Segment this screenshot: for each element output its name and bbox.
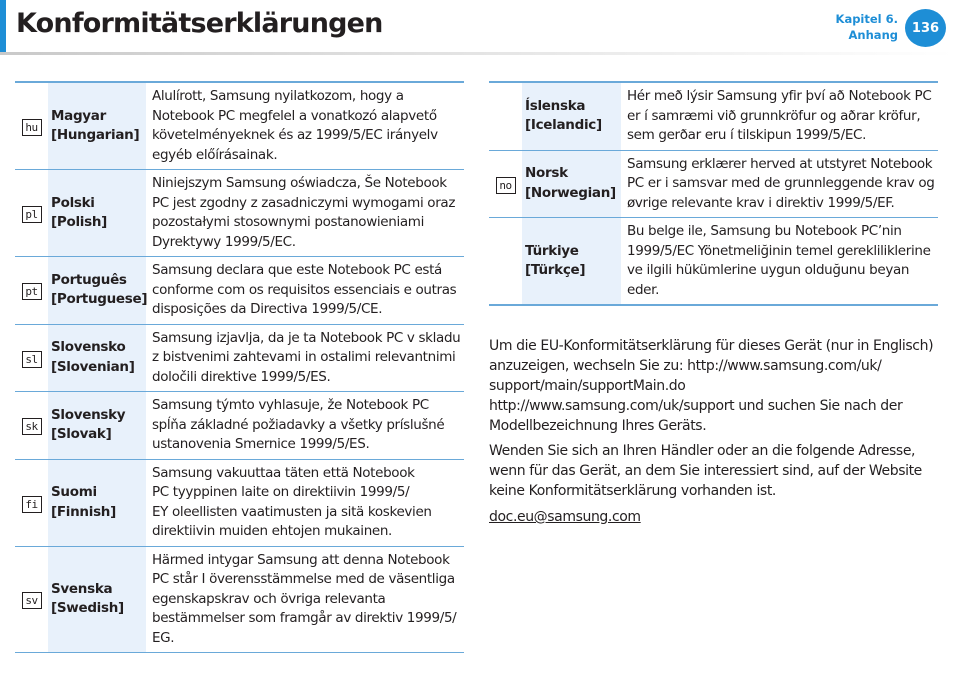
language-name-english: [Norwegian] xyxy=(525,184,616,201)
declaration-line: Samsung týmto vyhlasuje, že Notebook PC xyxy=(152,397,429,413)
declaration-line: ustanovenia Smernice 1999/5/ES. xyxy=(152,436,370,452)
language-code-cell xyxy=(15,459,48,546)
language-name: Íslenska xyxy=(525,97,586,114)
language-code-icon: pt xyxy=(22,283,42,300)
declaration-line: er í samræmi við grunnkröfur og aðrar kröfur, xyxy=(627,107,921,124)
declaration-line: določili direktive 1999/5/ES. xyxy=(152,368,331,385)
paragraph-line: anzuzeigen, wechseln Sie zu: http://www.samsung.com/uk/ xyxy=(489,358,882,374)
language-name-cell xyxy=(48,82,146,170)
language-code-cell xyxy=(15,257,48,325)
chapter-number: Kapitel 6. xyxy=(835,12,898,26)
language-name-cell xyxy=(522,218,621,306)
language-name: Türkiye xyxy=(525,242,579,259)
declaration-text xyxy=(146,392,464,460)
declaration-line: PC står I överensstämmelse med de väsentliga xyxy=(152,571,455,587)
declaration-line: conforme com os requisitos essenciais e outras xyxy=(152,281,457,298)
language-name-cell xyxy=(48,324,146,392)
declaration-line: PC er i samsvar med de grunnleggende krav og xyxy=(627,175,935,191)
language-row-türkçe xyxy=(489,218,938,306)
declaration-line: Dyrektywy 1999/5/EC. xyxy=(152,233,296,250)
language-name-english: [Slovenian] xyxy=(51,358,135,375)
language-name-english: [Finnish] xyxy=(51,503,116,520)
declaration-line: z bistvenimi zahtevami in ostalimi relevantnimi xyxy=(152,349,456,365)
language-code-icon: sl xyxy=(22,351,42,368)
language-name-cell xyxy=(48,170,146,257)
email-line xyxy=(489,507,941,527)
declaration-line: direktiivin muiden ehtojen mukainen. xyxy=(152,523,392,539)
language-row-portuguese xyxy=(15,257,464,325)
page-number-badge: 136 xyxy=(905,9,946,47)
language-code-cell xyxy=(15,170,48,257)
declaration-text xyxy=(146,546,464,653)
declaration-line: spĺňa základné požiadavky a všetky príslušné xyxy=(152,416,445,433)
declaration-line: Samsung declara que este Notebook PC está xyxy=(152,262,442,278)
paragraph-line: Um die EU-Konformitätserklärung für dieses Gerät (nur in Englisch) xyxy=(489,338,934,354)
declaration-line: Niniejszym Samsung oświadcza, Še Notebook xyxy=(152,175,447,191)
declaration-line: pozostałymi stosownymi postanowieniami xyxy=(152,214,424,230)
language-code-icon: pl xyxy=(22,206,42,223)
declaration-text xyxy=(146,170,464,257)
language-name: Polski xyxy=(51,194,95,211)
language-name-cell xyxy=(522,82,621,150)
declaration-line: EG. xyxy=(152,629,175,646)
language-row-icelandic xyxy=(489,82,938,150)
language-name-english: [Türkçe] xyxy=(525,262,586,278)
paragraph-line: Modellbezeichnung Ihres Geräts. xyxy=(489,418,707,434)
language-code-cell xyxy=(15,546,48,653)
paragraph-line: keine Konformitätserklärung vorhanden ist. xyxy=(489,483,776,499)
declaration-line: Samsung izjavlja, da je ta Notebook PC v skladu xyxy=(152,329,461,346)
language-name-cell xyxy=(48,392,146,460)
declaration-line: sem gerðar eru í tilskipun 1999/5/EC. xyxy=(627,127,867,143)
language-row-finnish xyxy=(15,459,464,546)
language-name-english: [Hungarian] xyxy=(51,127,140,143)
declaration-text xyxy=(146,82,464,170)
language-name: Suomi xyxy=(51,484,97,500)
language-code-icon: sk xyxy=(22,418,42,435)
declaration-line: 1999/5/EC Yönetmeliğinin temel gerekliliklerine xyxy=(627,242,931,259)
declaration-line: Härmed intygar Samsung att denna Notebook xyxy=(152,551,450,568)
language-name-english: [Polish] xyxy=(51,214,108,230)
declaration-line: PC jest zgodny z zasadniczymi wymogami oraz xyxy=(152,194,456,211)
language-row-norwegian xyxy=(489,150,938,218)
language-name: Português xyxy=(51,271,127,288)
language-code-icon: no xyxy=(496,177,516,194)
paragraph-line: Wenden Sie sich an Ihren Händler oder an die folgende Adresse, xyxy=(489,443,916,459)
language-name-english: [Icelandic] xyxy=(525,117,602,134)
right-declaration-table xyxy=(489,81,938,306)
language-name-cell xyxy=(48,546,146,653)
paragraph-line: wenn für das Gerät, an dem Sie interessiert sind, auf der Website xyxy=(489,463,922,479)
chapter-section: Anhang xyxy=(848,28,898,42)
language-code-icon: fi xyxy=(22,496,42,513)
language-code-cell xyxy=(15,324,48,392)
page-title: Konformitätserklärungen xyxy=(16,8,383,39)
declaration-line: Notebook PC megfelel a vonatkozó alapvető xyxy=(152,107,437,124)
declaration-line: ve ilgili hükümlerine uygun olduğunu beyan xyxy=(627,262,910,278)
language-row-swedish xyxy=(15,546,464,653)
declaration-line: Samsung erklærer herved at utstyret Notebook xyxy=(627,155,933,172)
language-row-polish xyxy=(15,170,464,257)
left-declaration-table xyxy=(15,81,464,653)
declaration-text xyxy=(146,324,464,392)
language-name: Norsk xyxy=(525,165,568,182)
language-name-cell xyxy=(48,257,146,325)
language-code-cell xyxy=(489,150,522,218)
paragraph-line: http://www.samsung.com/uk/support und suchen Sie nach der xyxy=(489,398,903,414)
language-code-icon: sv xyxy=(22,592,42,609)
declaration-text xyxy=(146,257,464,325)
language-code-cell xyxy=(489,82,522,150)
language-name-cell xyxy=(522,150,621,218)
declaration-text xyxy=(621,150,938,218)
declaration-text xyxy=(146,459,464,546)
declaration-line: EY oleellisten vaatimusten ja sitä koskevien xyxy=(152,503,432,520)
language-code-cell xyxy=(489,218,522,306)
declaration-line: követelményeknek és az 1999/5/EC irányelv xyxy=(152,127,438,143)
language-name: Svenska xyxy=(51,580,113,597)
declaration-line: eder. xyxy=(627,281,660,298)
email-link[interactable]: doc.eu@samsung.com xyxy=(489,509,641,525)
paragraph-line: support/main/supportMain.do xyxy=(489,378,686,394)
declaration-line: øvrige relevante krav i direktiv 1999/5/EF. xyxy=(627,194,895,211)
declaration-line: egyéb előírásainak. xyxy=(152,146,278,163)
language-name: Slovensko xyxy=(51,339,126,356)
language-name-english: [Portuguese] xyxy=(51,291,148,308)
language-name-english: [Swedish] xyxy=(51,600,124,617)
language-row-slovak xyxy=(15,392,464,460)
header-rule xyxy=(0,52,954,55)
language-name-english: [Slovak] xyxy=(51,426,112,443)
declaration-line: Hér með lýsir Samsung yfir því að Notebook PC xyxy=(627,88,932,104)
declaration-line: disposições da Directiva 1999/5/CE. xyxy=(152,301,383,317)
language-code-cell xyxy=(15,392,48,460)
declaration-text xyxy=(621,218,938,306)
declaration-line: egenskapskrav och övriga relevanta xyxy=(152,590,386,607)
chapter-label xyxy=(836,11,898,43)
language-name: Magyar xyxy=(51,107,106,124)
language-row-hungarian xyxy=(15,82,464,170)
declaration-line: Alulírott, Samsung nyilatkozom, hogy a xyxy=(152,88,404,104)
language-row-slovenian xyxy=(15,324,464,392)
declaration-line: PC tyyppinen laite on direktiivin 1999/5/ xyxy=(152,484,410,500)
header-accent-bar xyxy=(0,0,6,52)
language-code-cell xyxy=(15,82,48,170)
language-code-icon: hu xyxy=(22,119,42,136)
declaration-line: bestämmelser som framgår av direktiv 1999/5/ xyxy=(152,610,457,626)
declaration-line: Bu belge ile, Samsung bu Notebook PC’nin xyxy=(627,223,902,239)
declaration-text xyxy=(621,82,938,150)
dealer-contact-paragraph xyxy=(489,441,941,501)
language-name: Slovensky xyxy=(51,406,126,423)
eu-declaration-paragraph xyxy=(489,336,941,436)
declaration-line: Samsung vakuuttaa täten että Notebook xyxy=(152,464,415,481)
language-name-cell xyxy=(48,459,146,546)
